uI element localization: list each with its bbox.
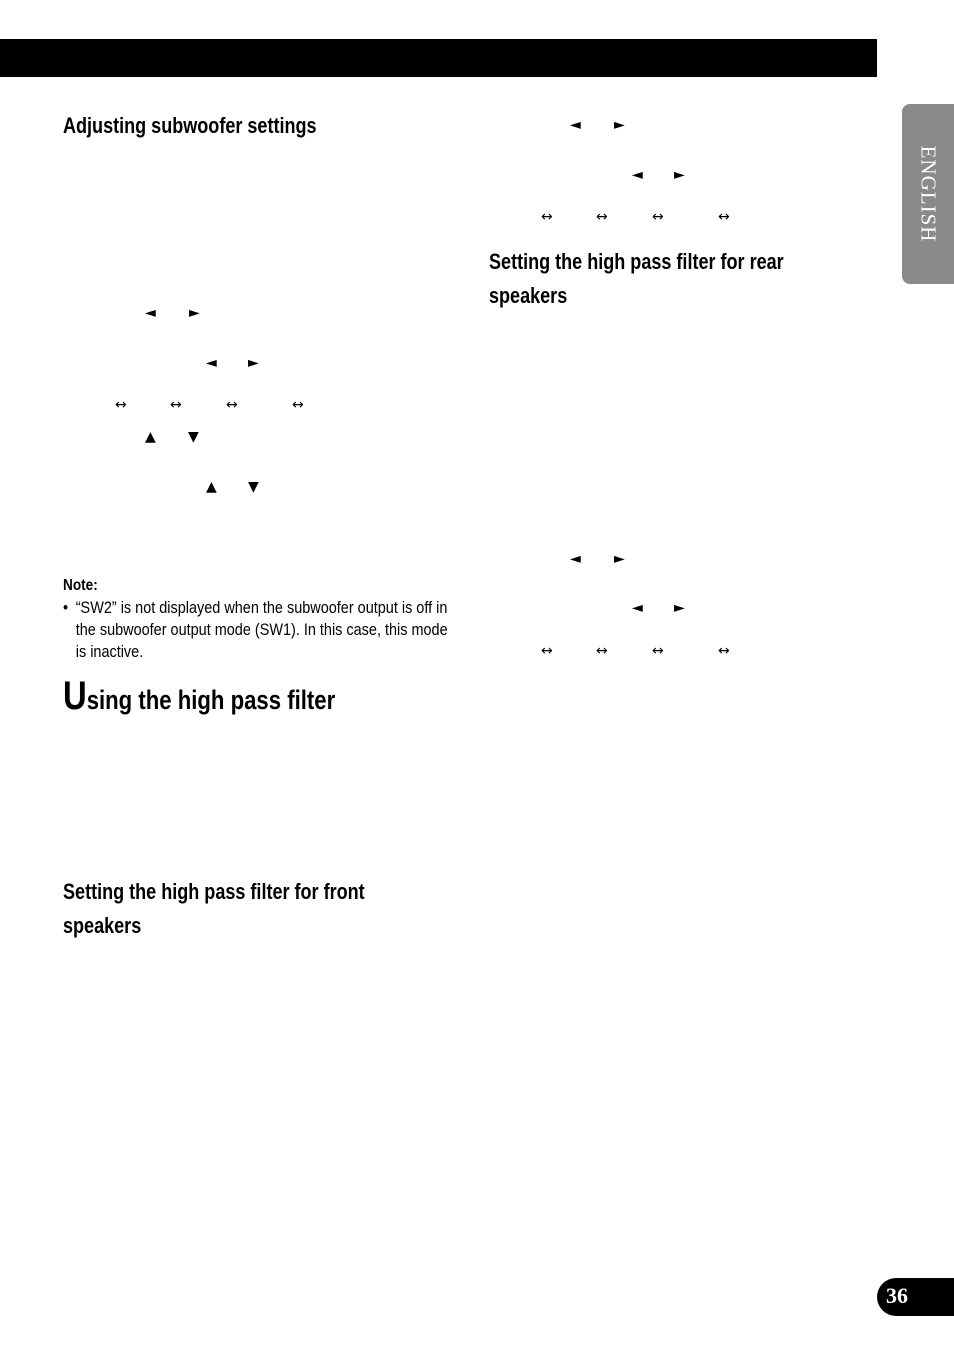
left-arrow-icon: ◄ [206,355,217,371]
note-item [63,597,450,663]
double-arrow-icon: ↔ [652,209,662,225]
double-arrow-icon: ↔ [292,397,302,413]
right-arrow-icon: ► [189,305,200,321]
front-hpf-heading [63,875,365,943]
left-arrow-icon: ◄ [145,305,156,321]
double-arrow-icon: ↔ [541,643,551,659]
bullet-icon: • [63,598,69,617]
up-arrow-icon: ▲ [206,479,217,495]
double-arrow-icon: ↔ [718,643,728,659]
up-arrow-icon: ▲ [145,429,156,445]
right-arrow-icon: ► [614,551,625,567]
double-arrow-icon: ↔ [596,643,606,659]
language-tab [902,104,954,284]
left-arrow-icon: ◄ [570,117,581,133]
rear-hpf-heading-line1: Setting the high pass filter for rear [489,249,784,274]
double-arrow-icon: ↔ [115,397,125,413]
double-arrow-icon: ↔ [541,209,551,225]
down-arrow-icon: ▼ [188,429,199,445]
front-hpf-heading-line1: Setting the high pass filter for front [63,879,365,904]
left-arrow-icon: ◄ [570,551,581,567]
language-label: ENGLISH [916,145,941,243]
right-arrow-icon: ► [674,600,685,616]
right-arrow-icon: ► [248,355,259,371]
double-arrow-icon: ↔ [170,397,180,413]
high-pass-filter-title [63,676,335,717]
note-text: “SW2” is not displayed when the subwoofer output is off in the subwoofer output mode (SW1). In this case, this mode is inactive. [75,598,448,661]
down-arrow-icon: ▼ [248,479,259,495]
right-arrow-icon: ► [614,117,625,133]
double-arrow-icon: ↔ [596,209,606,225]
title-initial: U [63,674,87,718]
right-arrow-icon: ► [674,167,685,183]
title-rest: sing the high pass filter [86,685,336,715]
note-label: Note: [63,577,98,594]
page-number-tab [877,1278,954,1316]
subwoofer-settings-heading: Adjusting subwoofer settings [63,113,317,138]
rear-hpf-heading [489,245,784,313]
header-bar [0,39,877,77]
front-hpf-heading-line2: speakers [63,913,142,938]
rear-hpf-heading-line2: speakers [489,283,568,308]
double-arrow-icon: ↔ [652,643,662,659]
page-number: 36 [886,1283,908,1308]
left-arrow-icon: ◄ [632,167,643,183]
double-arrow-icon: ↔ [718,209,728,225]
left-arrow-icon: ◄ [632,600,643,616]
double-arrow-icon: ↔ [226,397,236,413]
